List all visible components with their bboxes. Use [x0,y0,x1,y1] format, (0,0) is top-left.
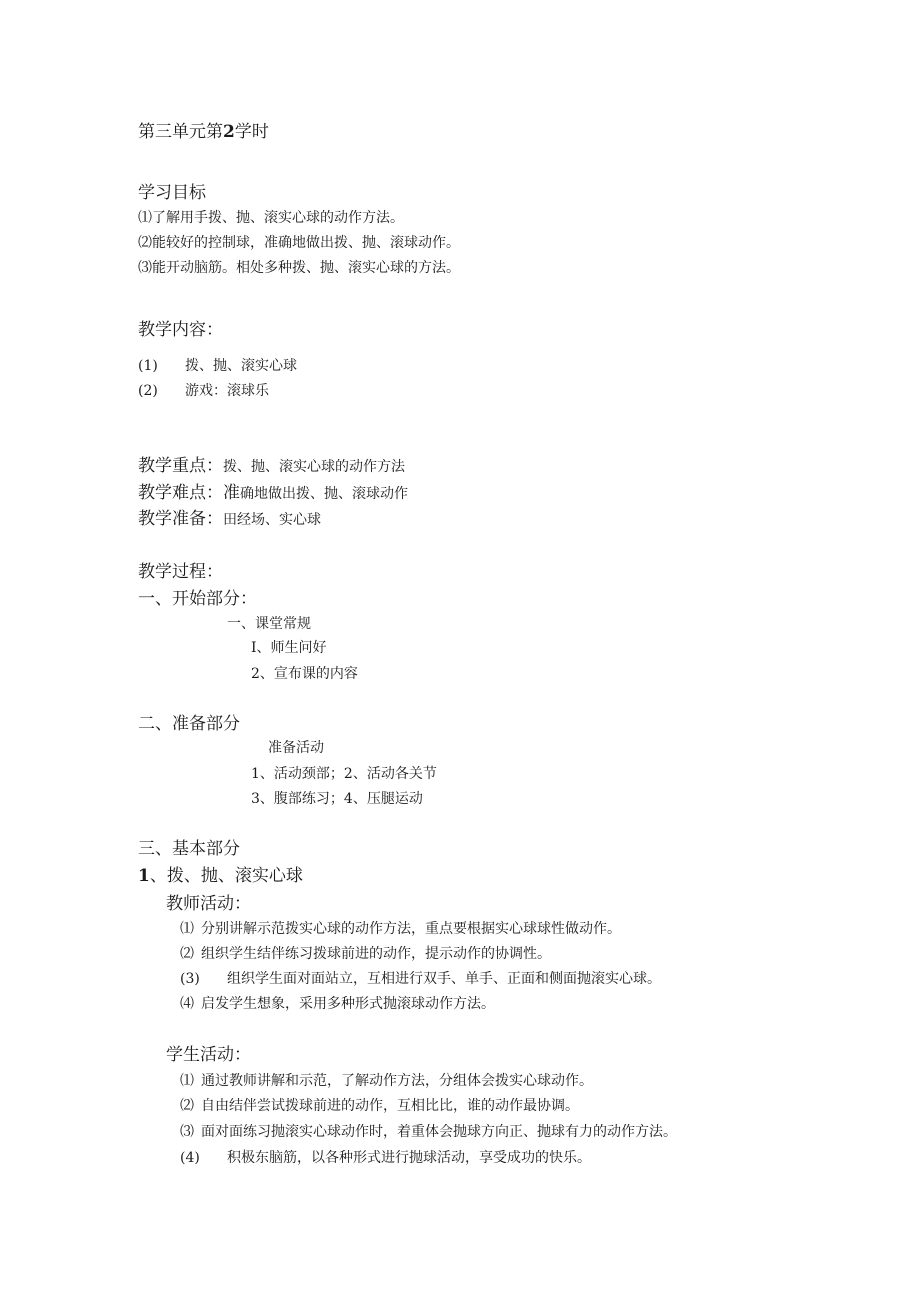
content-item-text: 游戏：滚球乐 [185,383,269,399]
focus-row [138,458,405,475]
prep-row [138,511,321,528]
title-suffix: 学时 [234,122,269,142]
prep-label: 教学准备： [138,509,223,529]
objective-item: ⑶能开动脑筋。相处多种拨、抛、滚实心球的方法。 [138,260,460,276]
part2-heading: 二、准备部分 [138,714,240,734]
objectives-heading: 学习目标 [138,183,206,203]
student-item-num: ⑶ [180,1124,194,1140]
teacher-item-text: 分别讲解示范拨实心球的动作方法，重点要根据实心球球性做动作。 [201,921,621,937]
student-item-num: ⑴ [180,1073,194,1089]
prep-value: 田经场、实心球 [223,512,321,528]
part2-sub: 准备活动 [268,740,324,756]
focus-value: 拨、抛、滚实心球的动作方法 [223,459,405,475]
part2-item: 1、活动颈部；2、活动各关节 [251,766,437,782]
teacher-item-text: 启发学生想象，采用多种形式抛滚球动作方法。 [201,996,495,1012]
teacher-item-num: ⑷ [180,996,194,1012]
page-title [138,124,269,141]
part3-heading: 三、基本部分 [138,839,240,859]
student-heading: 学生活动： [166,1045,251,1065]
title-prefix: 第三单元第 [138,122,223,142]
difficulty-value: 确地做出拨、抛、滚球动作 [240,486,408,502]
part1-item: 2、宣布课的内容 [251,666,358,682]
content-heading: 教学内容： [138,320,223,340]
teacher-item-num: ⑵ [180,946,194,962]
topic-number: 1 [138,866,150,886]
part2-item: 3、腹部练习；4、压腿运动 [251,791,423,807]
teacher-heading: 教师活动： [166,894,251,914]
teacher-item-num: ⑴ [180,921,194,937]
objective-item: ⑵能较好的控制球，准确地做出拨、抛、滚球动作。 [138,235,460,251]
title-number: 2 [223,122,235,142]
teacher-item-num: (3) [180,971,200,987]
part1-heading: 一、开始部分： [138,589,257,609]
student-item-num: (4) [180,1150,200,1166]
teacher-item-text: 组织学生结伴练习拨球前进的动作，提示动作的协调性。 [201,946,551,962]
difficulty-first-char: 准 [223,483,240,503]
part1-sub: 一、课堂常规 [227,616,311,632]
student-item-text: 自由结伴尝试拨球前进的动作，互相比比，谁的动作最协调。 [201,1098,579,1114]
student-item-text: 积极东脑筋，以各种形式进行抛球活动，享受成功的快乐。 [227,1150,591,1166]
part3-topic [138,868,303,885]
student-item-text: 通过教师讲解和示范，了解动作方法，分组体会拨实心球动作。 [201,1073,593,1089]
process-heading: 教学过程： [138,562,223,582]
teacher-item-text: 组织学生面对面站立，互相进行双手、单手、正面和侧面抛滚实心球。 [227,971,661,987]
content-item-num: (2) [138,383,158,399]
student-item-num: ⑵ [180,1098,194,1114]
content-item-text: 拨、抛、滚实心球 [185,358,297,374]
focus-label: 教学重点： [138,456,223,476]
difficulty-label: 教学难点： [138,483,223,503]
student-item-text: 面对面练习抛滚实心球动作时，着重体会抛球方向正、抛球有力的动作方法。 [201,1124,677,1140]
difficulty-row [138,485,408,502]
content-item-num: (1) [138,358,158,374]
topic-text: 、拨、抛、滚实心球 [149,866,303,886]
part1-item: I、师生问好 [251,640,327,656]
objective-item: ⑴了解用手拨、抛、滚实心球的动作方法。 [138,210,404,226]
